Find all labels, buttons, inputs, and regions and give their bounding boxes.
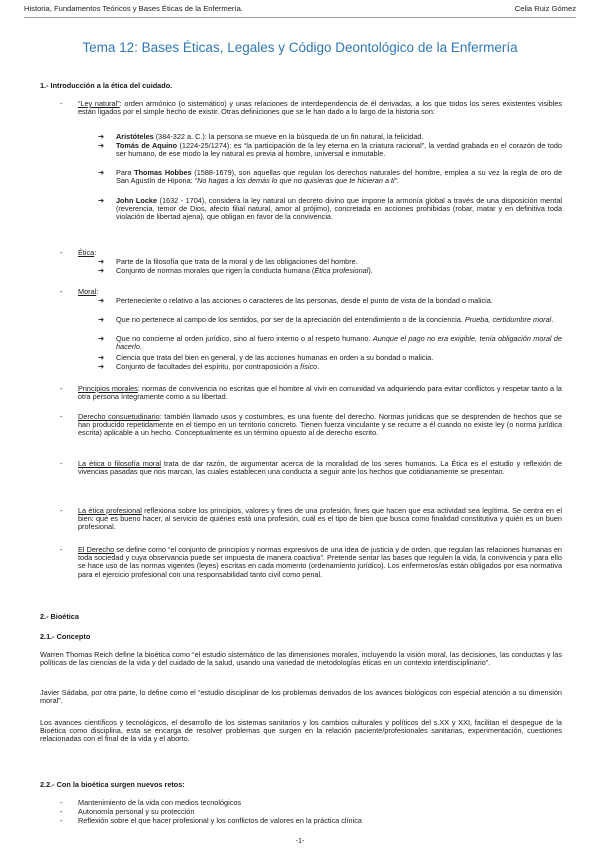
header-course: Historia, Fundamentos Teóricos y Bases Éticas de la Enfermería. (24, 4, 243, 13)
document-title: Tema 12: Bases Éticas, Legales y Código Deontológico de la Enfermería (82, 40, 518, 55)
arrow-icon: ➔ (98, 196, 105, 205)
derecho-consuetudinario-paragraph: Derecho consuetudinario: también llamado usos y costumbres, es una fuente del derecho. Normas jurídicas que se desprenden de hechos que se han producido repetidamente en el tiempo en un territorio concreto. Tienen fuerza vinculante y se recurre a él cuando no existe ley (o norma jurídica escrita) aplicable a un hecho. Conceptualmente es un término opuesto al de derecho escrito. (78, 412, 562, 438)
moral-term: Moral (78, 287, 97, 296)
bullet-dash: - (60, 506, 63, 515)
bullet-dash: - (60, 816, 63, 825)
moral-item: Que no concierne al orden jurídico, sino al fuero interno o al respeto humano. Aunque el pago no era exigible, tenía obligación moral de hacerlo. (116, 334, 562, 352)
moral-item: Conjunto de facultades del espíritu, por contraposición a físico. (116, 362, 320, 371)
etica-term: Ética (78, 248, 95, 257)
bioetica-context-paragraph: Los avances científicos y tecnológicos, el desarrollo de los sistemas sanitarios y los cambios culturales y políticos del s.XX y XXI, facilitan el despegue de la Bioética como disciplina, esta se encarga de resolver problemas que surgen en la relación paciente/profesionales sanitarias, experimentación, cuestiones relacionadas con el final de la vida y el aborto. (40, 718, 562, 744)
moral-item: Ciencia que trata del bien en general, y de las acciones humanas en orden a su bondad o malicia. (116, 353, 434, 362)
etica-profesional-paragraph: La ética profesional reflexiona sobre los principios, valores y fines de una profesión, fines que hacen que esa actividad sea legítima. Se centra en el bien: qué es bueno hacer, al servicio de quiénes está una profesión, cuál es el tipo de bien que busca como finalidad constitutiva y quién es un buen profesional. (78, 506, 562, 532)
bullet-dash: - (60, 807, 63, 816)
derecho-paragraph: El Derecho se define como “el conjunto de principios y normas expresivos de una idea de justicia y de orden, que regulan las relaciones humanas en toda sociedad y cuya observancia puede ser impuesta de manera coactiva”. Pretende sentar las bases que regulen la vida, la convivencia y para ello se hace uso de las normas vigentes (leyes) escritas en cada momento (ordenamiento jurídico). Los enfermeros/as están obligados por esa normativa para el ejercicio profesional con una responsabilidad tanto civil como penal. (78, 545, 562, 579)
page-number: -1- (295, 836, 305, 845)
ley-item-aquino: Tomás de Aquino (1224-25/1274): es “la participación de la ley eterna en la criatura racional”, la verdad grabada en el corazón de todo ser humano, de ese modo la ley natural es previa al hombre, universal e inmutable. (116, 141, 562, 159)
reto-item: Reflexión sobre el que hacer profesional y los conflictos de valores en la práctica clínica (78, 816, 362, 825)
etica-item: Conjunto de normas morales que rigen la conducta humana (Ética profesional). (116, 266, 373, 275)
bullet-dash: - (60, 99, 63, 108)
arrow-icon: ➔ (98, 334, 105, 343)
ley-item-locke: John Locke (1632 - 1704), considera la ley natural un decreto divino que impone la armonía global a través de una disposición mental (reverencia, temor de Dios, afecto filial natural, amor al prójimo), concretada en acciones prohibidas (robar, matar y en definitiva toda violación de libertad ajena), que obligan en favor de la convivencia. (116, 196, 563, 222)
principios-paragraph: Principios morales: normas de convivencia no escritas que el hombre al vivir en comunidad va adquiriendo para evitar conflictos y respetar tanto a la otra persona íntegramente como a su libertad. (78, 384, 562, 402)
ley-item-aristoteles: Aristóteles (384-322 a. C.): la persona se mueve en la búsqueda de un fin natural, la felicidad. (116, 132, 424, 141)
etica-item: Parte de la filosofía que trata de la moral y de las obligaciones del hombre. (116, 257, 358, 266)
reto-item: Mantenimiento de la vida con medios tecnológicos (78, 798, 242, 807)
reich-definition-paragraph: Warren Thomas Reich define la bioética como “el estudio sistemático de las dimensiones morales, incluyendo la visión moral, las decisiones, las conductas y las políticas de las ciencias de la vida y del cuidado de la salud, usando una variedad de metodologías éticas en un contexto interdisciplinario”. (40, 650, 562, 668)
moral-item: Perteneciente o relativo a las acciones o caracteres de las personas, desde el punto de vista de la bondad o malicia. (116, 296, 493, 305)
sadaba-definition-paragraph: Javier Sádaba, por otra parte, lo define como el “estudio disciplinar de los problemas derivados de los avances biológicos con especial atención a su dimensión moral”. (40, 688, 562, 706)
bullet-dash: - (60, 798, 63, 807)
filosofia-moral-paragraph: La ética o filosofía moral trata de dar razón, de argumentar acerca de la moralidad de los seres humanos. La Ética es el estudio y reflexión de vivencias pasadas que nos marcan, las cuales establecen una conducta a seguir ante los hechos que cotidianamente se presentan. (78, 459, 563, 477)
ley-natural-text: : orden armónico (o sistemático) y unas relaciones de interdependencia de él derivadas, a los que todos los seres existentes visibles están ligados por el simple hecho de existir. Otras definiciones que se le han dado a lo largo de la historia son: (78, 99, 562, 117)
bullet-dash: - (60, 384, 63, 393)
section-1-heading: 1.- Introducción a la ética del cuidado. (40, 81, 173, 90)
moral-item: Que no pertenece al campo de los sentidos, por ser de la apreciación del entendimiento o de la conciencia. Prueba, certidumbre moral. (116, 315, 554, 324)
ley-natural-paragraph (78, 100, 562, 116)
bullet-dash: - (60, 545, 63, 554)
subsection-2-2-heading: 2.2.- Con la bioética surgen nuevos retos: (40, 780, 185, 789)
page-header (24, 3, 576, 18)
subsection-2-1-heading: 2.1.- Concepto (40, 632, 91, 641)
etica-term-line: Ética: (78, 248, 97, 257)
bullet-dash: - (60, 248, 63, 257)
arrow-icon: ➔ (98, 296, 105, 305)
arrow-icon: ➔ (98, 353, 105, 362)
header-author: Celia Ruiz Gómez (514, 4, 576, 13)
reto-item: Autonomía personal y su protección (78, 807, 195, 816)
arrow-icon: ➔ (98, 141, 105, 150)
arrow-icon: ➔ (98, 168, 105, 177)
arrow-icon: ➔ (98, 132, 105, 141)
arrow-icon: ➔ (98, 362, 105, 371)
moral-term-line: Moral: (78, 287, 99, 296)
arrow-icon: ➔ (98, 315, 105, 324)
arrow-icon: ➔ (98, 266, 105, 275)
ley-item-hobbes: Para Thomas Hobbes (1588-1679), son aquellas que regulan los derechos naturales del hombre, emplea a su vez la regla de oro de San Agustín de Hipona: “No hagas a los demás lo que no quisieras que te hicieran a ti”. (116, 168, 562, 186)
bullet-dash: - (60, 287, 63, 296)
bullet-dash: - (60, 412, 63, 421)
ley-natural-term: “Ley natural” (78, 99, 120, 108)
bullet-dash: - (60, 459, 63, 468)
section-2-heading: 2.- Bioética (40, 612, 79, 621)
arrow-icon: ➔ (98, 257, 105, 266)
